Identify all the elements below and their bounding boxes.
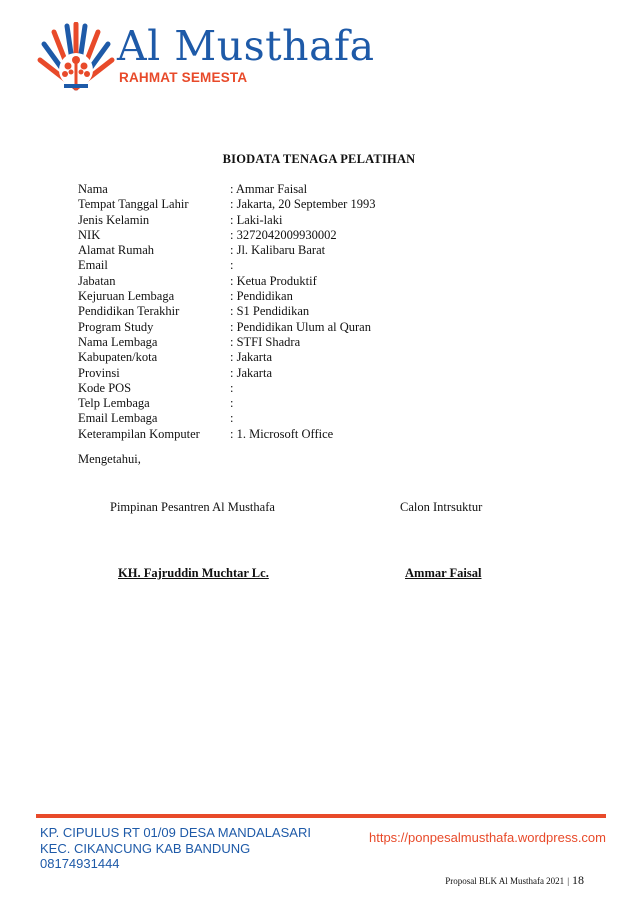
footer-divider	[36, 814, 606, 818]
page-separator: |	[567, 876, 569, 886]
field-value: :	[230, 411, 234, 426]
field-row	[78, 258, 498, 273]
field-value: : 3272042009930002	[230, 227, 337, 242]
field-row	[78, 381, 498, 396]
field-row	[78, 213, 498, 228]
field-label: Keterampilan Komputer	[78, 426, 200, 441]
field-label: NIK	[78, 227, 101, 242]
field-value: : Jakarta	[230, 350, 272, 365]
field-label: Tempat Tanggal Lahir	[78, 197, 189, 212]
signatory-left-role: Pimpinan Pesantren Al Musthafa	[110, 500, 275, 514]
field-row	[78, 182, 498, 197]
field-value: :	[230, 258, 234, 273]
field-row	[78, 243, 498, 258]
field-row	[78, 289, 498, 304]
field-value: : Laki-laki	[230, 212, 283, 227]
field-row	[78, 366, 498, 381]
field-value: :	[230, 396, 234, 411]
field-label: Provinsi	[78, 365, 120, 380]
address-line-2: KEC. CIKANCUNG KAB BANDUNG	[40, 840, 251, 856]
field-label: Email Lembaga	[78, 411, 158, 426]
field-row	[78, 350, 498, 365]
field-value: : Pendidikan Ulum al Quran	[230, 319, 371, 334]
field-value: : Jl. Kalibaru Barat	[230, 243, 326, 258]
field-row	[78, 411, 498, 426]
field-value: : S1 Pendidikan	[230, 304, 310, 319]
field-row	[78, 274, 498, 289]
field-label: Alamat Rumah	[78, 243, 155, 258]
field-value: : Jakarta, 20 September 1993	[230, 197, 376, 212]
field-label: Email	[78, 258, 108, 273]
peacock-tree-logo-icon	[34, 22, 118, 98]
field-value: : STFI Shadra	[230, 334, 301, 349]
signatory-right-name: Ammar Faisal	[405, 566, 482, 580]
brand-subtitle: RAHMAT SEMESTA	[119, 70, 248, 85]
field-row	[78, 304, 498, 319]
field-value: :	[230, 380, 234, 395]
field-value: : Jakarta	[230, 365, 272, 380]
field-row	[78, 396, 498, 411]
address-line-1: KP. CIPULUS RT 01/09 DESA MANDALASARI	[40, 825, 311, 840]
field-label: Kejuruan Lembaga	[78, 289, 175, 304]
page-number: 18	[572, 873, 584, 887]
acknowledgement-text: Mengetahui,	[78, 452, 141, 466]
phone-number: 08174931444	[40, 856, 120, 871]
footer-address	[40, 825, 311, 872]
website-link[interactable]: https://ponpesalmusthafa.wordpress.com	[368, 830, 606, 845]
document-label: Proposal BLK Al Musthafa 2021	[445, 876, 565, 886]
field-row	[78, 228, 498, 243]
field-row	[78, 320, 498, 335]
field-label: Program Study	[78, 319, 154, 334]
field-label: Jenis Kelamin	[78, 212, 150, 227]
signatory-left-name: KH. Fajruddin Muchtar Lc.	[118, 566, 269, 580]
field-row	[78, 335, 498, 350]
field-row	[78, 427, 498, 442]
biodata-fields	[78, 182, 498, 442]
field-label: Kode POS	[78, 380, 132, 395]
field-label: Kabupaten/kota	[78, 350, 158, 365]
field-label: Nama Lembaga	[78, 334, 158, 349]
field-label: Telp Lembaga	[78, 396, 150, 411]
field-value: : Pendidikan	[230, 289, 293, 304]
field-value: : 1. Microsoft Office	[230, 426, 334, 441]
brand-name: Al Musthafa	[117, 22, 375, 70]
document-title: BIODATA TENAGA PELATIHAN	[222, 152, 416, 166]
field-label: Jabatan	[78, 273, 116, 288]
field-label: Nama	[78, 182, 108, 196]
signatory-right-role: Calon Intrsuktur	[400, 500, 483, 514]
field-value: : Ketua Produktif	[230, 273, 317, 288]
page-footer	[445, 873, 584, 888]
field-value: : Ammar Faisal	[230, 182, 308, 196]
field-row	[78, 197, 498, 212]
field-label: Pendidikan Terakhir	[78, 304, 180, 319]
